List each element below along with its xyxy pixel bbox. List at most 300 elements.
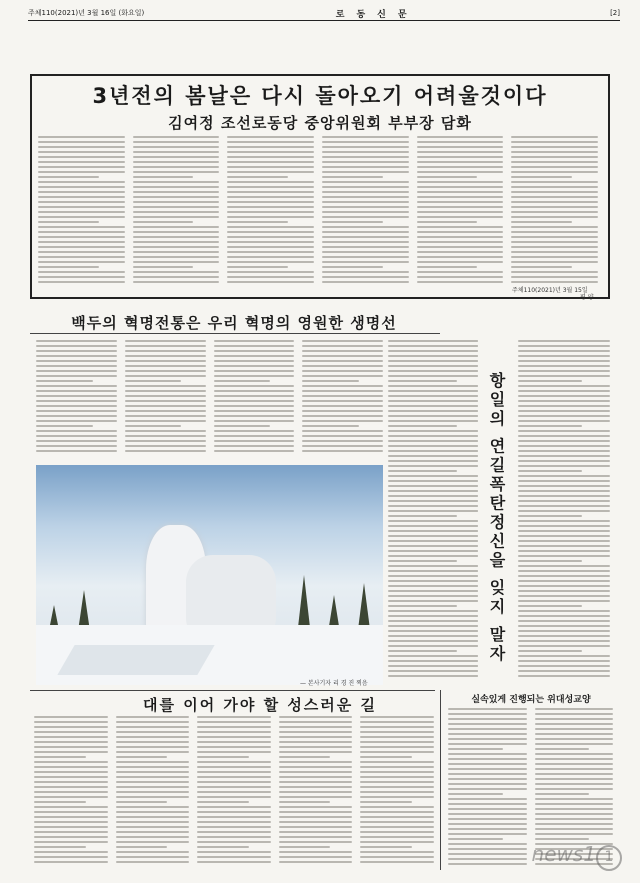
text-line — [448, 803, 527, 805]
text-line — [36, 440, 117, 442]
text-line — [302, 415, 383, 417]
lead-article-place: 평 양 — [580, 294, 594, 301]
text-line — [448, 738, 527, 740]
text-line — [302, 360, 383, 362]
text-line — [535, 813, 614, 815]
text-line — [518, 440, 610, 442]
text-line — [116, 806, 190, 808]
text-line — [227, 161, 314, 163]
text-line — [408, 370, 478, 372]
text-line — [360, 741, 434, 743]
text-line — [417, 256, 504, 258]
article-2-body — [36, 340, 383, 458]
text-line — [125, 410, 206, 412]
text-line — [518, 580, 610, 582]
text-line — [518, 375, 610, 377]
text-line — [116, 831, 190, 833]
text-line — [448, 828, 527, 830]
text-line — [535, 823, 614, 825]
text-line — [279, 721, 353, 723]
text-line — [511, 151, 598, 153]
text-line — [518, 640, 610, 642]
text-line — [38, 141, 125, 143]
text-line — [133, 241, 220, 243]
text-line — [535, 763, 614, 765]
text-line — [417, 161, 504, 163]
text-line — [133, 251, 220, 253]
text-column — [197, 716, 271, 866]
text-line — [34, 751, 108, 753]
text-line — [417, 226, 504, 228]
text-line — [511, 266, 572, 268]
text-line — [133, 216, 220, 218]
text-line — [408, 515, 457, 517]
text-line — [448, 863, 527, 865]
text-line — [322, 136, 409, 138]
text-line — [133, 266, 194, 268]
text-line — [360, 841, 434, 843]
text-line — [227, 226, 314, 228]
text-line — [302, 450, 383, 452]
text-line — [125, 395, 206, 397]
text-line — [214, 385, 295, 387]
article-4-body — [34, 716, 434, 866]
text-line — [417, 281, 504, 283]
text-line — [133, 141, 220, 143]
text-line — [197, 771, 271, 773]
text-line — [511, 251, 598, 253]
text-line — [116, 841, 190, 843]
text-line — [408, 640, 478, 642]
text-line — [408, 550, 478, 552]
text-line — [116, 741, 190, 743]
text-line — [535, 788, 614, 790]
text-line — [360, 731, 434, 733]
text-line — [518, 480, 610, 482]
text-line — [197, 861, 271, 863]
text-line — [227, 171, 314, 173]
text-line — [417, 191, 504, 193]
text-line — [197, 736, 271, 738]
text-line — [408, 350, 478, 352]
divider — [30, 333, 440, 334]
text-line — [417, 266, 478, 268]
text-line — [214, 340, 295, 342]
text-line — [227, 246, 314, 248]
text-line — [116, 796, 190, 798]
text-line — [133, 256, 220, 258]
text-line — [511, 186, 598, 188]
text-line — [34, 781, 108, 783]
text-line — [125, 425, 182, 427]
text-line — [408, 465, 478, 467]
text-line — [518, 395, 610, 397]
text-line — [227, 201, 314, 203]
text-line — [360, 791, 434, 793]
text-line — [38, 166, 125, 168]
text-line — [38, 156, 125, 158]
text-line — [518, 370, 610, 372]
text-line — [417, 236, 504, 238]
text-line — [518, 445, 610, 447]
text-line — [279, 831, 353, 833]
text-line — [511, 201, 598, 203]
text-line — [34, 716, 108, 718]
text-line — [197, 756, 249, 758]
text-line — [511, 196, 598, 198]
text-line — [34, 861, 108, 863]
text-line — [34, 816, 108, 818]
text-line — [116, 736, 190, 738]
text-line — [511, 166, 598, 168]
text-line — [197, 746, 271, 748]
text-line — [38, 171, 125, 173]
text-line — [133, 271, 220, 273]
text-line — [535, 798, 614, 800]
text-line — [125, 400, 206, 402]
text-line — [197, 716, 271, 718]
text-line — [38, 256, 125, 258]
text-line — [34, 856, 108, 858]
text-line — [302, 425, 359, 427]
text-line — [408, 470, 457, 472]
text-line — [518, 425, 582, 427]
text-line — [133, 281, 220, 283]
text-line — [214, 450, 295, 452]
text-line — [408, 410, 478, 412]
lead-article-title: 3년전의 봄날은 다시 돌아오기 어려울것이다 — [92, 84, 548, 108]
divider — [440, 690, 441, 870]
text-line — [518, 545, 610, 547]
text-line — [36, 380, 93, 382]
text-line — [448, 808, 527, 810]
text-line — [116, 766, 190, 768]
text-line — [322, 191, 409, 193]
news-agency-watermark — [532, 842, 622, 871]
text-line — [322, 176, 383, 178]
text-line — [322, 261, 409, 263]
text-line — [279, 736, 353, 738]
text-line — [133, 166, 220, 168]
text-line — [360, 746, 434, 748]
text-line — [518, 475, 610, 477]
text-line — [518, 675, 610, 677]
text-line — [214, 425, 271, 427]
text-line — [322, 166, 409, 168]
text-line — [197, 731, 271, 733]
text-line — [34, 821, 108, 823]
text-line — [227, 276, 314, 278]
text-line — [360, 856, 434, 858]
text-line — [535, 738, 614, 740]
text-line — [197, 826, 271, 828]
text-line — [322, 206, 409, 208]
text-line — [518, 485, 610, 487]
text-line — [197, 831, 271, 833]
text-line — [518, 430, 610, 432]
text-line — [417, 171, 504, 173]
text-line — [116, 771, 190, 773]
text-line — [34, 741, 108, 743]
text-line — [417, 251, 504, 253]
text-line — [197, 791, 271, 793]
text-line — [36, 340, 117, 342]
text-line — [408, 485, 478, 487]
text-line — [360, 766, 434, 768]
text-line — [197, 751, 271, 753]
text-line — [535, 723, 614, 725]
text-line — [279, 806, 353, 808]
text-line — [322, 226, 409, 228]
text-line — [518, 625, 610, 627]
text-line — [322, 221, 383, 223]
text-line — [448, 748, 503, 750]
text-line — [511, 221, 572, 223]
text-line — [511, 146, 598, 148]
text-line — [214, 355, 295, 357]
text-line — [518, 555, 610, 557]
text-line — [36, 375, 117, 377]
text-line — [408, 540, 478, 542]
text-line — [38, 281, 125, 283]
text-line — [227, 146, 314, 148]
monument-photo — [36, 465, 383, 685]
text-line — [360, 786, 434, 788]
text-line — [302, 390, 383, 392]
text-line — [535, 733, 614, 735]
text-line — [417, 156, 504, 158]
text-line — [34, 801, 86, 803]
text-line — [408, 340, 478, 342]
text-line — [518, 405, 610, 407]
text-line — [302, 430, 383, 432]
text-line — [116, 801, 168, 803]
text-line — [518, 615, 610, 617]
text-line — [38, 196, 125, 198]
text-line — [408, 535, 478, 537]
text-line — [116, 846, 168, 848]
text-line — [133, 261, 220, 263]
text-line — [36, 390, 117, 392]
text-line — [518, 360, 610, 362]
text-line — [408, 405, 478, 407]
lead-article-dateline: 주체110(2021)년 3월 15일 — [512, 287, 588, 294]
text-line — [518, 665, 610, 667]
text-line — [227, 216, 314, 218]
text-line — [322, 276, 409, 278]
text-line — [116, 751, 190, 753]
text-line — [116, 776, 190, 778]
text-line — [36, 415, 117, 417]
text-line — [214, 445, 295, 447]
text-line — [197, 841, 271, 843]
text-line — [448, 833, 527, 835]
text-line — [518, 585, 610, 587]
text-line — [34, 731, 108, 733]
text-line — [511, 241, 598, 243]
text-line — [511, 171, 598, 173]
text-line — [38, 161, 125, 163]
text-line — [133, 156, 220, 158]
issue-info: 주체110(2021)년 3월 16일 (화요일) — [28, 9, 145, 17]
text-column — [279, 716, 353, 866]
text-line — [279, 726, 353, 728]
text-line — [360, 756, 412, 758]
text-column — [408, 340, 478, 680]
text-line — [214, 415, 295, 417]
text-line — [116, 716, 190, 718]
text-line — [518, 365, 610, 367]
text-line — [302, 375, 383, 377]
text-line — [34, 746, 108, 748]
text-line — [518, 600, 610, 602]
text-line — [408, 435, 478, 437]
text-line — [417, 221, 478, 223]
text-line — [518, 550, 610, 552]
text-line — [518, 660, 610, 662]
text-line — [34, 726, 108, 728]
text-line — [34, 766, 108, 768]
text-line — [34, 721, 108, 723]
text-line — [417, 151, 504, 153]
text-line — [448, 818, 527, 820]
text-line — [214, 370, 295, 372]
text-column — [214, 340, 295, 458]
text-line — [214, 360, 295, 362]
text-line — [116, 836, 190, 838]
text-line — [38, 201, 125, 203]
text-line — [214, 345, 295, 347]
text-line — [408, 455, 478, 457]
text-line — [448, 723, 527, 725]
text-line — [302, 355, 383, 357]
text-line — [214, 365, 295, 367]
text-line — [133, 221, 194, 223]
text-line — [227, 196, 314, 198]
text-line — [302, 410, 383, 412]
text-line — [408, 390, 478, 392]
text-line — [133, 201, 220, 203]
text-line — [511, 216, 598, 218]
text-line — [518, 520, 610, 522]
text-line — [38, 186, 125, 188]
text-line — [511, 256, 598, 258]
text-line — [38, 261, 125, 263]
text-line — [36, 445, 117, 447]
text-line — [518, 645, 610, 647]
text-line — [279, 841, 353, 843]
text-line — [417, 206, 504, 208]
paper-name: 로동신문 — [335, 9, 419, 20]
text-line — [125, 450, 206, 452]
text-line — [322, 201, 409, 203]
text-line — [116, 861, 190, 863]
text-line — [227, 221, 288, 223]
text-line — [197, 796, 271, 798]
text-line — [279, 786, 353, 788]
text-line — [279, 801, 331, 803]
text-line — [518, 495, 610, 497]
photo-caption: — 본사기자 리 경 진 찍음 — [300, 680, 368, 687]
text-line — [302, 420, 383, 422]
text-line — [38, 226, 125, 228]
text-line — [125, 440, 206, 442]
text-line — [417, 166, 504, 168]
text-line — [360, 816, 434, 818]
text-line — [448, 813, 527, 815]
text-line — [360, 811, 434, 813]
text-line — [38, 266, 99, 268]
text-line — [511, 246, 598, 248]
text-line — [36, 400, 117, 402]
text-line — [38, 236, 125, 238]
text-column — [125, 340, 206, 458]
text-line — [279, 811, 353, 813]
text-line — [417, 261, 504, 263]
text-line — [227, 156, 314, 158]
text-line — [360, 851, 434, 853]
text-line — [408, 355, 478, 357]
text-line — [408, 600, 478, 602]
text-line — [448, 848, 527, 850]
text-line — [36, 410, 117, 412]
text-line — [214, 380, 271, 382]
text-line — [302, 445, 383, 447]
article-4-title: 대를 이어 가야 할 성스러운 길 — [143, 696, 377, 714]
text-line — [197, 816, 271, 818]
text-column — [133, 136, 220, 286]
text-line — [408, 395, 478, 397]
text-line — [38, 146, 125, 148]
text-line — [408, 620, 478, 622]
text-line — [535, 838, 590, 840]
text-line — [34, 756, 86, 758]
text-line — [279, 776, 353, 778]
text-line — [408, 675, 478, 677]
text-line — [535, 758, 614, 760]
text-line — [322, 171, 409, 173]
text-line — [518, 505, 610, 507]
text-line — [34, 776, 108, 778]
masthead — [28, 6, 620, 21]
text-line — [417, 176, 478, 178]
text-line — [322, 231, 409, 233]
text-line — [322, 196, 409, 198]
text-line — [279, 861, 353, 863]
text-line — [38, 231, 125, 233]
text-line — [448, 788, 527, 790]
text-line — [197, 806, 271, 808]
text-line — [535, 708, 614, 710]
text-line — [360, 726, 434, 728]
text-line — [417, 201, 504, 203]
text-line — [518, 595, 610, 597]
text-line — [518, 535, 610, 537]
text-line — [518, 410, 610, 412]
text-column — [360, 716, 434, 866]
text-line — [322, 156, 409, 158]
text-line — [511, 211, 598, 213]
text-column — [227, 136, 314, 286]
text-line — [38, 136, 125, 138]
text-line — [197, 851, 271, 853]
text-line — [302, 395, 383, 397]
text-line — [38, 221, 99, 223]
text-line — [227, 141, 314, 143]
text-line — [518, 575, 610, 577]
article-3-body — [408, 340, 478, 680]
text-line — [34, 836, 108, 838]
